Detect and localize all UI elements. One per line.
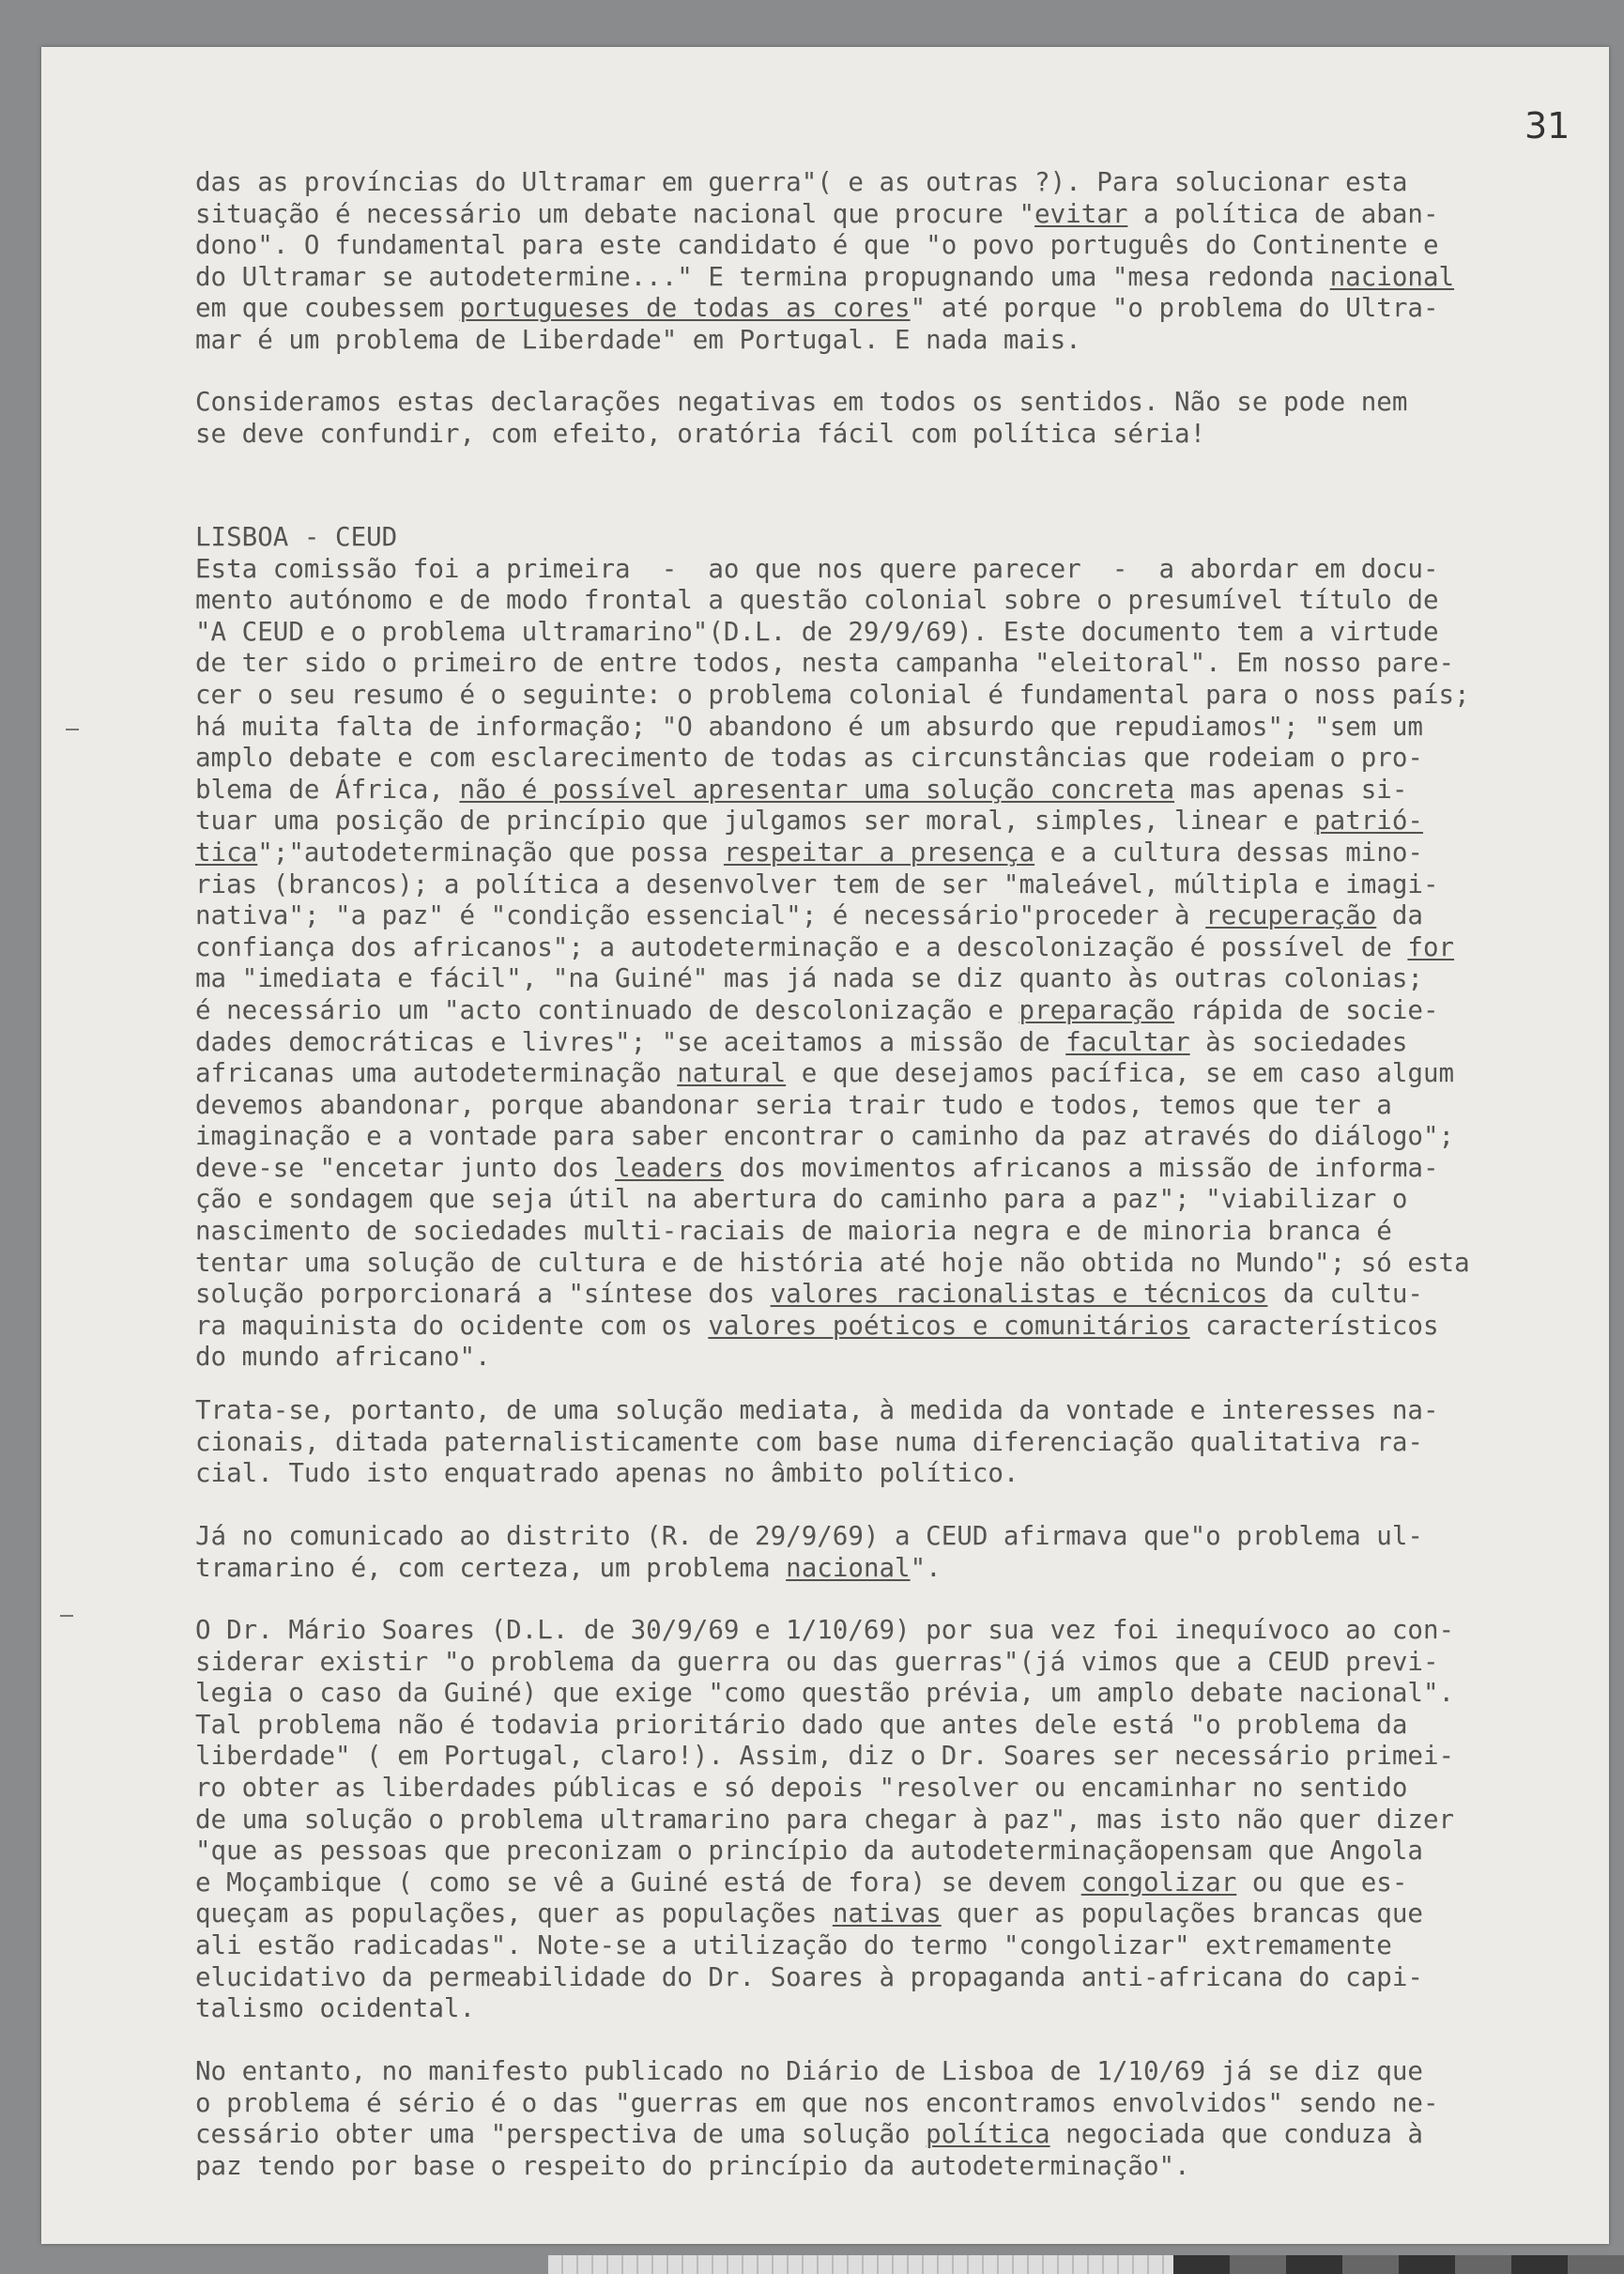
underlined-text: leaders <box>615 1152 724 1183</box>
text-segment: característicos <box>1189 1310 1439 1341</box>
text-line <box>195 712 1575 744</box>
text-line <box>195 1090 1575 1122</box>
text-line <box>195 1773 1575 1805</box>
text-segment: do Ultramar se autodetermine..." E termina propugnando uma "mesa redonda <box>195 261 1330 292</box>
text-segment: devemos abandonar, porque abandonar seria trair tudo e todos, temos que ter a <box>195 1089 1392 1120</box>
text-segment: e Moçambique ( como se vê a Guiné está de fora) se devem <box>195 1867 1081 1898</box>
text-line <box>195 743 1575 775</box>
text-segment: se deve confundir, com efeito, oratória fácil com política séria! <box>195 418 1206 449</box>
text-segment: nativa"; "a paz" é "condição essencial"; é necessário"proceder à <box>195 900 1206 931</box>
underlined-text: facultar <box>1065 1026 1190 1057</box>
text-line <box>195 1805 1575 1836</box>
text-line <box>195 1279 1575 1311</box>
text-segment: " até porque "o problema do Ultra- <box>910 293 1439 324</box>
page-number: 31 <box>1524 105 1570 146</box>
text-segment: LISBOA - CEUD <box>195 522 398 552</box>
text-line <box>195 1058 1575 1090</box>
text-segment: ção e sondagem que seja útil na abertura do caminho para a paz"; "viabilizar o <box>195 1184 1408 1215</box>
text-segment: ro obter as liberdades públicas e só depois "resolver ou encaminhar no sentido <box>195 1772 1408 1803</box>
text-segment: dades democráticas e livres"; "se aceitamos a missão de <box>195 1026 1066 1057</box>
text-segment: ";"autodeterminação que possa <box>257 837 724 868</box>
underlined-text: tica <box>195 837 258 868</box>
text-line <box>195 554 1575 586</box>
text-line <box>195 869 1575 901</box>
text-line <box>195 1741 1575 1773</box>
underlined-text: nativas <box>832 1898 942 1929</box>
margin-mark <box>66 729 79 730</box>
text-line <box>195 522 1575 554</box>
text-line <box>195 1867 1575 1899</box>
text-segment: ma "imediata e fácil", "na Guiné" mas já nada se diz quanto às outras colonias; <box>195 963 1423 994</box>
text-segment: elucidativo da permeabilidade do Dr. Soares à propaganda anti-africana do capi- <box>195 1961 1423 1992</box>
text-line <box>195 167 1575 199</box>
text-segment: Esta comissão foi a primeira - ao que nos quere parecer - a abordar em docu- <box>195 553 1439 584</box>
text-line <box>195 932 1575 964</box>
text-segment: cer o seu resumo é o seguinte: o problema colonial é fundamental para o noss país; <box>195 679 1470 710</box>
text-line <box>195 1898 1575 1930</box>
text-segment: de ter sido o primeiro de entre todos, nesta campanha "eleitoral". Em nosso pare- <box>195 648 1455 679</box>
text-line <box>195 1395 1575 1427</box>
text-line <box>195 1153 1575 1185</box>
text-segment: da <box>1376 900 1423 931</box>
text-line <box>195 1184 1575 1216</box>
underlined-text: portugueses de todas as cores <box>459 293 911 324</box>
text-line <box>195 648 1575 680</box>
text-segment: e a cultura dessas mino- <box>1034 837 1423 868</box>
text-line <box>195 293 1575 325</box>
text-line <box>195 1216 1575 1248</box>
text-line <box>195 419 1575 451</box>
text-line <box>195 837 1575 869</box>
text-segment: queçam as populações, quer as populações <box>195 1898 833 1929</box>
text-segment: "que as pessoas que preconizam o princípio da autodeterminaçãopensam que Angola <box>195 1836 1423 1867</box>
text-segment: da cultu- <box>1267 1279 1423 1310</box>
text-segment: das as províncias do Ultramar em guerra"( e as outras ?). Para solucionar esta <box>195 167 1408 197</box>
text-line <box>195 1710 1575 1742</box>
text-segment: "A CEUD e o problema ultramarino"(D.L. de 29/9/69). Este documento tem a virtude <box>195 616 1439 647</box>
text-segment: tramarino é, com certeza, um problema <box>195 1552 787 1583</box>
text-segment: amplo debate e com esclarecimento de todas as circunstâncias que rodeiam o pro- <box>195 743 1423 774</box>
underlined-text: respeitar a presença <box>723 837 1035 868</box>
text-segment: Consideramos estas declarações negativas em todos os sentidos. Não se pode nem <box>195 387 1408 417</box>
text-line <box>195 1962 1575 1994</box>
text-segment: O Dr. Mário Soares (D.L. de 30/9/69 e 1/10/69) por sua vez foi inequívoco ao con- <box>195 1615 1455 1645</box>
text-segment: ". <box>910 1552 942 1583</box>
text-segment: mar é um problema de Liberdade" em Portugal. E nada mais. <box>195 324 1081 355</box>
text-segment: solução porporcionará a "síntese dos <box>195 1279 771 1310</box>
text-segment: ali estão radicadas". Note-se a utilização do termo "congolizar" extremamente <box>195 1929 1392 1960</box>
text-line <box>195 1930 1575 1962</box>
paragraph-manifesto <box>195 2056 1575 2182</box>
text-segment: tuar uma posição de princípio que julgamos ser moral, simples, linear e <box>195 806 1315 837</box>
underlined-text: recuperação <box>1205 900 1377 931</box>
text-line <box>195 995 1575 1027</box>
text-line <box>195 1553 1575 1585</box>
text-line <box>195 2151 1575 2183</box>
text-line <box>195 1121 1575 1153</box>
underlined-text: patrió- <box>1314 806 1423 837</box>
text-segment: Já no comunicado ao distrito (R. de 29/9/69) a CEUD afirmava que"o problema ul- <box>195 1521 1423 1551</box>
color-scale <box>1173 2255 1624 2274</box>
text-line <box>195 1027 1575 1059</box>
text-segment: mento autónomo e de modo frontal a questão colonial sobre o presumível título de <box>195 585 1439 616</box>
text-segment: rias (brancos); a política a desenvolver tem de ser "maleável, múltipla e imagi- <box>195 868 1439 899</box>
underlined-text: nacional <box>1329 261 1455 292</box>
underlined-text: natural <box>677 1058 787 1089</box>
text-line <box>195 1993 1575 2025</box>
text-segment: dono". O fundamental para este candidato é que "o povo português do Continente e <box>195 230 1439 261</box>
text-line <box>195 900 1575 932</box>
text-line <box>195 199 1575 231</box>
text-line <box>195 775 1575 807</box>
text-line <box>195 1342 1575 1374</box>
text-line <box>195 2056 1575 2088</box>
text-segment: há muita falta de informação; "O abandono é um absurdo que repudiamos"; "sem um <box>195 711 1423 742</box>
text-segment: mas apenas si- <box>1174 774 1408 805</box>
text-segment: siderar existir "o problema da guerra ou das guerras"(já vimos que a CEUD previ- <box>195 1646 1439 1677</box>
text-line <box>195 1647 1575 1679</box>
text-segment: cessário obter uma "perspectiva de uma solução <box>195 2119 927 2150</box>
text-segment: ra maquinista do ocidente com os <box>195 1310 709 1341</box>
text-segment: blema de África, <box>195 774 460 805</box>
text-segment: Trata-se, portanto, de uma solução mediata, à medida da vontade e interesses na- <box>195 1395 1439 1425</box>
section-lisboa-ceud <box>195 522 1575 1374</box>
text-segment: rápida de socie- <box>1174 994 1439 1025</box>
text-line <box>195 1248 1575 1280</box>
text-segment: quer as populações brancas que <box>941 1898 1423 1929</box>
text-segment: situação é necessário um debate nacional que procure " <box>195 198 1035 229</box>
text-segment: No entanto, no manifesto publicado no Diário de Lisboa de 1/10/69 já se diz que <box>195 2056 1423 2086</box>
text-line <box>195 262 1575 294</box>
paragraph-mario-soares <box>195 1615 1575 2025</box>
text-segment: ou que es- <box>1236 1867 1408 1898</box>
text-segment: legia o caso da Guiné) que exige "como questão prévia, um amplo debate nacional". <box>195 1678 1455 1709</box>
text-segment: africanas uma autodeterminação <box>195 1058 678 1089</box>
text-segment: às sociedades <box>1189 1026 1408 1057</box>
text-line <box>195 806 1575 837</box>
underlined-text: não é possível apresentar uma solução concreta <box>459 774 1175 805</box>
text-segment: em que coubessem <box>195 293 460 324</box>
text-line <box>195 1615 1575 1647</box>
text-segment: confiança dos africanos"; a autodeterminação e a descolonização é possível de <box>195 931 1408 962</box>
text-line <box>195 963 1575 995</box>
text-segment: deve-se "encetar junto dos <box>195 1152 616 1183</box>
text-segment: e que desejamos pacífica, se em caso algum <box>786 1058 1455 1089</box>
text-line <box>195 1836 1575 1867</box>
text-segment: cionais, ditada paternalisticamente com base numa diferenciação qualitativa ra- <box>195 1426 1423 1457</box>
underlined-text: evitar <box>1034 198 1128 229</box>
text-segment: tentar uma solução de cultura e de história até hoje não obtida no Mundo"; só esta <box>195 1247 1470 1278</box>
text-segment: paz tendo por base o respeito do princípio da autodeterminação". <box>195 2150 1190 2181</box>
text-segment: dos movimentos africanos a missão de informa- <box>723 1152 1439 1183</box>
text-segment: do mundo africano". <box>195 1342 491 1373</box>
text-segment: Tal problema não é todavia prioritário dado que antes dele está "o problema da <box>195 1709 1408 1740</box>
text-segment: talismo ocidental. <box>195 1993 476 2024</box>
text-segment: nascimento de sociedades multi-raciais de maioria negra e de minoria branca é <box>195 1216 1392 1247</box>
paragraph-mediata <box>195 1395 1575 1490</box>
text-segment: liberdade" ( em Portugal, claro!). Assim, diz o Dr. Soares ser necessário primei- <box>195 1741 1455 1772</box>
text-line <box>195 585 1575 617</box>
text-line <box>195 680 1575 712</box>
underlined-text: for <box>1407 931 1455 962</box>
text-line <box>195 230 1575 262</box>
text-line <box>195 617 1575 649</box>
text-line <box>195 325 1575 357</box>
underlined-text: congolizar <box>1080 1867 1237 1898</box>
text-line <box>195 1521 1575 1553</box>
underlined-text: preparação <box>1019 994 1175 1025</box>
text-segment: é necessário um "acto continuado de descolonização e <box>195 994 1019 1025</box>
text-line <box>195 1311 1575 1343</box>
paragraph-comunicado <box>195 1521 1575 1584</box>
text-line <box>195 1678 1575 1710</box>
underlined-text: valores racionalistas e técnicos <box>770 1279 1268 1310</box>
text-line <box>195 1427 1575 1459</box>
text-segment: cial. Tudo isto enquatrado apenas no âmbito político. <box>195 1458 1019 1489</box>
text-line <box>195 2088 1575 2120</box>
paragraph-intro <box>195 167 1575 357</box>
text-line <box>195 2119 1575 2151</box>
text-segment: o problema é sério é o das "guerras em que nos encontramos envolvidos" sendo ne- <box>195 2087 1439 2118</box>
text-line <box>195 1458 1575 1490</box>
text-segment: a política de aban- <box>1127 198 1439 229</box>
paragraph-assessment <box>195 387 1575 450</box>
text-line <box>195 387 1575 419</box>
text-segment: imaginação e a vontade para saber encontrar o caminho da paz através do diálogo"; <box>195 1121 1455 1152</box>
underlined-text: valores poéticos e comunitários <box>708 1310 1190 1341</box>
underlined-text: nacional <box>786 1552 911 1583</box>
underlined-text: política <box>926 2119 1050 2150</box>
text-segment: de uma solução o problema ultramarino para chegar à paz", mas isto não quer dizer <box>195 1804 1455 1835</box>
text-segment: negociada que conduza à <box>1049 2119 1423 2150</box>
margin-mark <box>60 1615 73 1617</box>
